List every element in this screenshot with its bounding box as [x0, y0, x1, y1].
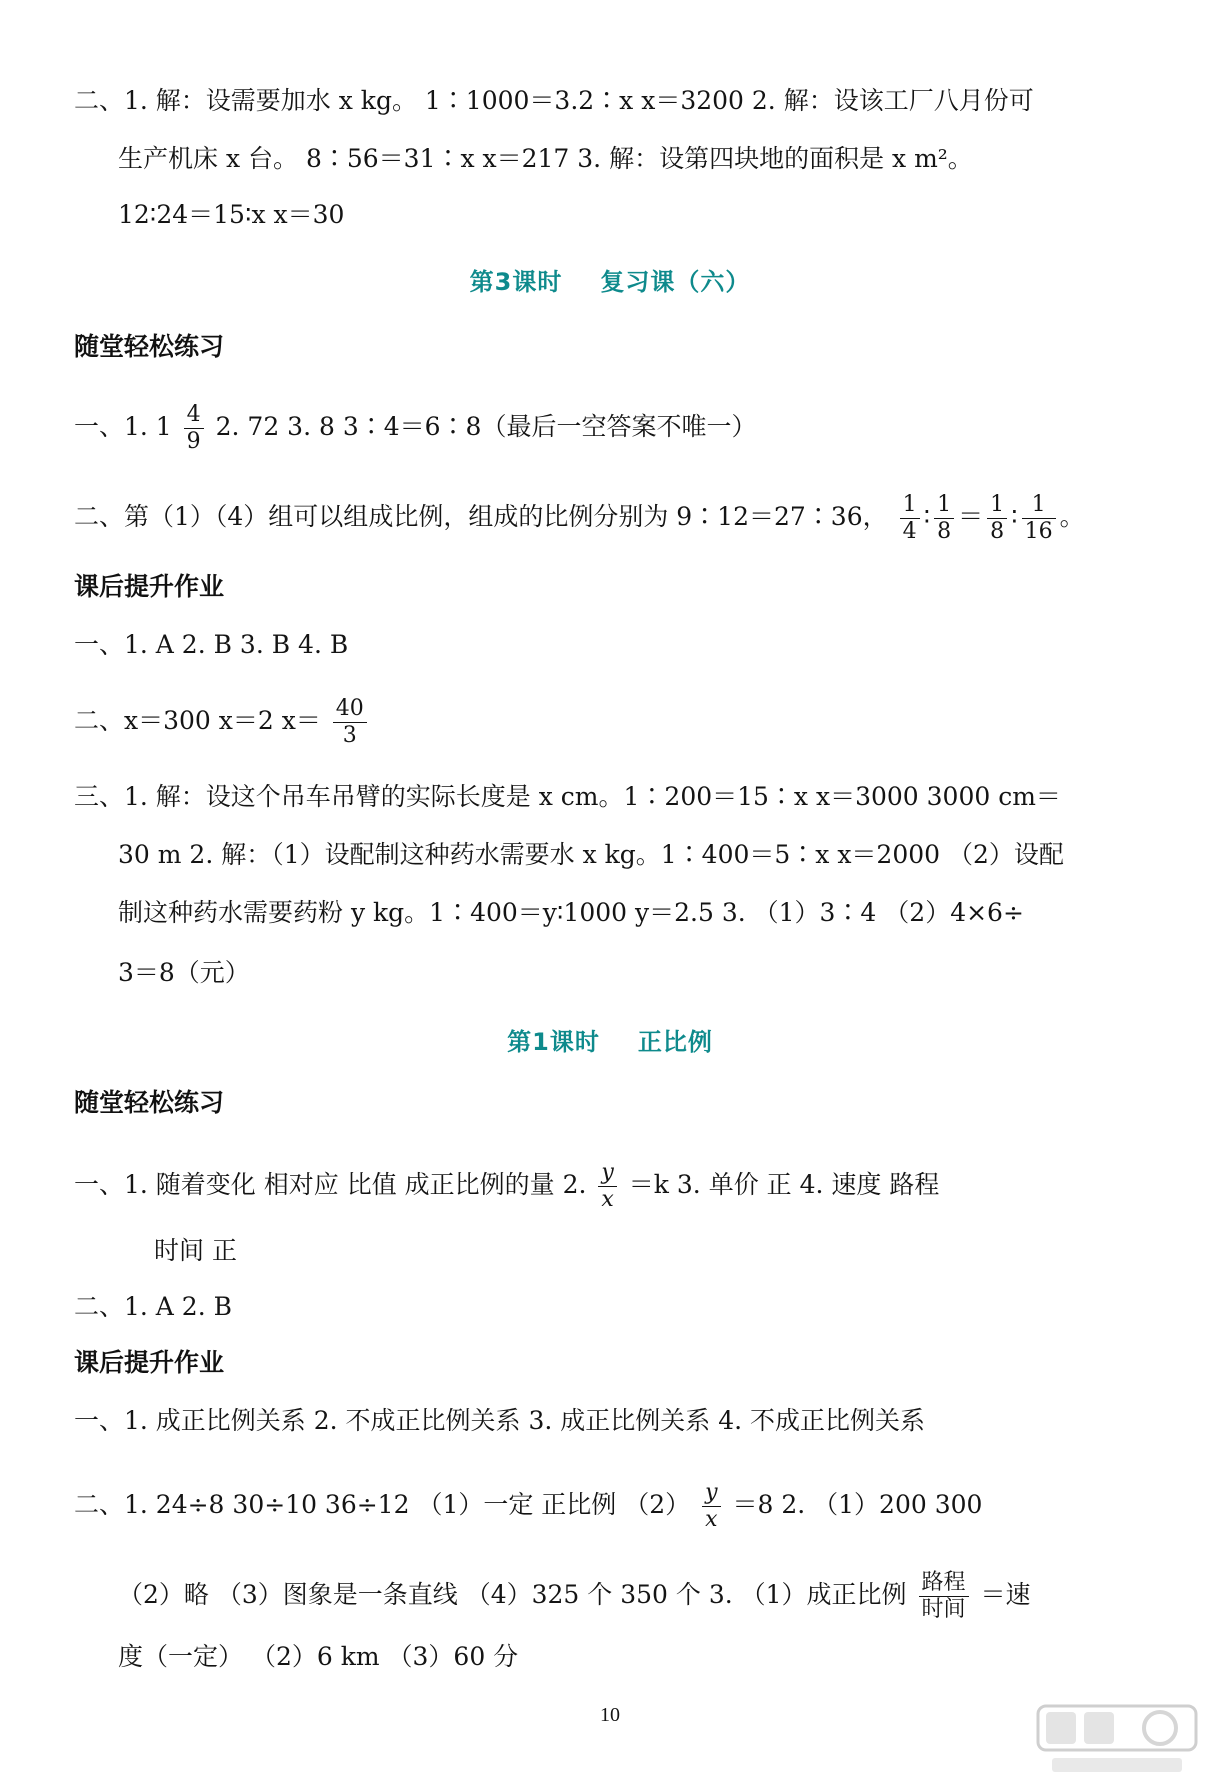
fraction-denominator: 8 [990, 519, 1005, 544]
fraction-denominator: 8 [937, 519, 952, 544]
lesson-topic: 正比例 [637, 1028, 713, 1056]
answer-line: 一、1. A 2. B 3. B 4. B [74, 630, 349, 659]
fraction-numerator: 路程 [919, 1570, 969, 1597]
fraction [919, 1570, 969, 1623]
fraction-numerator: y [702, 1480, 720, 1507]
watermark-logo [1032, 1700, 1202, 1780]
section-heading: 课后提升作业 [74, 572, 225, 601]
answer-line: 二、第（1）（4）组可以组成比例，组成的比例分别为 9∶12＝27∶36， $\frac{1}{4}$ ∶ $\frac{1}{8}$ ＝ $\frac{1}{8}$ ∶ $\frac{1}{16}$ 。 [74, 492, 1085, 544]
answer-line: 三、1. 解：设这个吊车吊臂的实际长度是 x cm。1∶200＝15∶x x＝3000 3000 cm＝ [74, 782, 1061, 811]
answer-text: 一、1. 随着变化 相对应 比值 成正比例的量 2. [74, 1170, 587, 1199]
answer-line: 时间 正 [154, 1236, 237, 1265]
answer-line [74, 1160, 939, 1213]
fraction [1022, 492, 1056, 545]
fraction-numerator: 40 [333, 696, 367, 723]
answer-line: 3＝8（元） [118, 958, 250, 987]
lesson-title [0, 262, 1220, 297]
fraction-denominator: x [705, 1507, 718, 1532]
lesson-title [0, 1022, 1220, 1057]
fraction [333, 696, 367, 749]
answer-line: 度（一定） （2）6 km （3）60 分 [118, 1642, 519, 1671]
answer-line: 生产机床 x 台。 8∶56＝31∶x x＝217 3. 解：设第四块地的面积是 x m²。 [118, 144, 973, 173]
answer-line [118, 1570, 1030, 1623]
answer-line: 30 m 2. 解：（1）设配制这种药水需要水 x kg。1∶400＝5∶x x＝2000 （2）设配 [118, 840, 1064, 869]
answer-line: 12∶24＝15∶x x＝30 [118, 200, 345, 229]
fraction-denominator: 9 [186, 429, 201, 454]
answer-line [74, 1480, 982, 1533]
fraction-numerator: 1 [900, 492, 920, 519]
fraction-numerator: 1 [1022, 492, 1056, 519]
answer-line: 制这种药水需要药粉 y kg。1∶400＝y∶1000 y＝2.5 3. （1）3∶4 （2）4×6÷ [118, 898, 1024, 927]
page-number: 10 [600, 1704, 620, 1726]
answer-text: 2. 72 3. 8 3∶4＝6∶8（最后一空答案不唯一） [215, 412, 757, 441]
answer-line [74, 402, 756, 455]
answer-text: 一、1. 1 [74, 412, 172, 441]
answer-text: 。 [1059, 502, 1085, 531]
fraction [702, 1480, 720, 1533]
fraction [598, 1160, 616, 1213]
lesson-topic: 复习课（六） [600, 268, 751, 296]
fraction-numerator: 4 [184, 402, 204, 429]
fraction-denominator: 4 [902, 519, 917, 544]
answer-line: 二、1. A 2. B [74, 1292, 232, 1321]
fraction [987, 492, 1007, 545]
answer-text: ＝8 2. （1）200 300 [732, 1490, 983, 1519]
answer-text: 二、第（1）（4）组可以组成比例，组成的比例分别为 9∶12＝27∶36， [74, 502, 888, 531]
answer-line: 二、1. 解：设需要加水 x kg。 1∶1000＝3.2∶x x＝3200 2. 解：设该工厂八月份可 [74, 86, 1034, 115]
answer-text: 二、1. 24÷8 30÷10 36÷12 （1）一定 正比例 （2） [74, 1490, 691, 1519]
section-heading: 随堂轻松练习 [74, 1088, 225, 1117]
lesson-number: 第1课时 [507, 1028, 600, 1056]
answer-text: 二、x＝300 x＝2 x＝ [74, 706, 321, 735]
fraction-denominator: 3 [342, 723, 357, 748]
section-heading: 课后提升作业 [74, 1348, 225, 1377]
answer-text: ＝k 3. 单价 正 4. 速度 路程 [628, 1170, 940, 1199]
answer-line: 一、1. 成正比例关系 2. 不成正比例关系 3. 成正比例关系 4. 不成正比例关系 [74, 1406, 926, 1435]
fraction-numerator: 1 [987, 492, 1007, 519]
answer-line [74, 696, 371, 749]
fraction [934, 492, 954, 545]
fraction [184, 402, 204, 455]
fraction-numerator: 1 [934, 492, 954, 519]
fraction-denominator: 16 [1024, 519, 1053, 544]
fraction-denominator: x [601, 1187, 614, 1212]
fraction-denominator: 时间 [921, 1597, 966, 1622]
lesson-number: 第3课时 [469, 268, 563, 296]
answer-text: ＝速 [980, 1580, 1031, 1609]
fraction-numerator: y [598, 1160, 616, 1187]
fraction [900, 492, 920, 545]
section-heading: 随堂轻松练习 [74, 332, 225, 361]
answer-text: （2）略 （3）图象是一条直线 （4）325 个 350 个 3. （1）成正比例 [118, 1580, 907, 1609]
